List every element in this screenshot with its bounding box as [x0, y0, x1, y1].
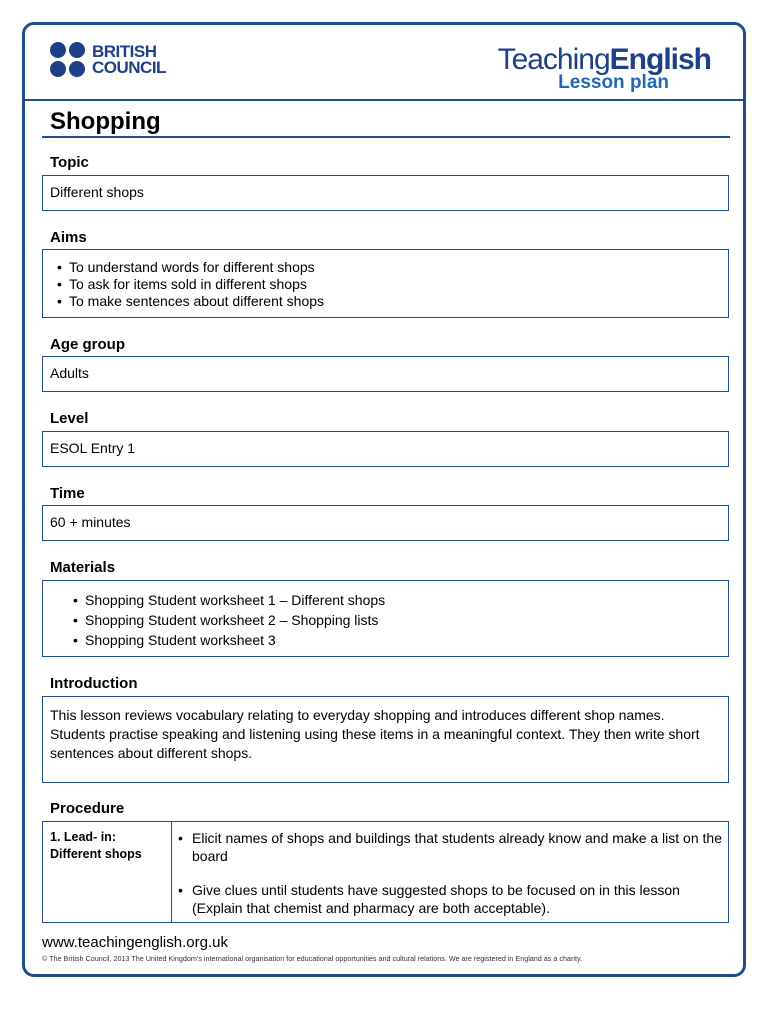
- aims-list: [43, 250, 728, 310]
- te-bold: English: [609, 43, 711, 76]
- teaching-english-logo: [498, 44, 711, 92]
- bc-line-2: COUNCIL: [92, 58, 166, 77]
- header-divider: [22, 99, 746, 101]
- level-value: ESOL Entry 1: [50, 440, 136, 456]
- procedure-steps: [172, 822, 728, 922]
- age-group-label: Age group: [50, 336, 125, 353]
- stage-title: Different shops: [50, 847, 142, 861]
- list-item: • To ask for items sold in different shops: [55, 276, 728, 293]
- materials-list: [43, 581, 728, 650]
- footer-copyright: © The British Council, 2013 The United Kingdom’s international organisation for educational opportunities and cultural relations. We are registered in England as a charity.: [42, 954, 583, 963]
- materials-box: [42, 580, 729, 657]
- procedure-label: Procedure: [50, 800, 125, 817]
- te-regular: Teaching: [497, 43, 610, 76]
- time-box: [42, 505, 729, 541]
- introduction-box: [42, 696, 729, 783]
- materials-label: Materials: [50, 559, 116, 576]
- age-group-value: Adults: [50, 365, 89, 381]
- british-council-logo: [50, 42, 166, 78]
- list-item: • To understand words for different shops: [55, 259, 728, 276]
- footer-website-link[interactable]: www.teachingenglish.org.uk: [42, 934, 228, 951]
- procedure-stage: [43, 822, 172, 922]
- stage-number: 1. Lead- in:: [50, 830, 116, 844]
- british-council-wordmark: [92, 44, 166, 76]
- topic-box: [42, 175, 729, 211]
- level-label: Level: [50, 410, 89, 427]
- bc-line-1: BRITISH: [92, 42, 157, 61]
- aims-box: [42, 249, 729, 318]
- introduction-label: Introduction: [50, 675, 138, 692]
- british-council-dots-icon: [50, 42, 86, 78]
- list-item: • Shopping Student worksheet 3: [71, 630, 728, 650]
- time-label: Time: [50, 485, 85, 502]
- list-item: • Shopping Student worksheet 2 – Shopping lists: [71, 610, 728, 630]
- age-group-box: [42, 356, 729, 392]
- introduction-text: This lesson reviews vocabulary relating to everyday shopping and introduces different shop names. Students practise speaking and listening using these items in a meaningful context. They then write short sentences about different shops.: [50, 707, 700, 761]
- aims-label: Aims: [50, 229, 87, 246]
- lesson-plan-subtitle: Lesson plan: [558, 72, 669, 93]
- list-item: • Give clues until students have suggested shops to be focused on in this lesson (Explain that chemist and pharmacy are both acceptable).: [178, 881, 722, 917]
- procedure-table: [42, 821, 729, 923]
- page-title: Shopping: [50, 108, 161, 135]
- topic-label: Topic: [50, 154, 89, 171]
- list-item: • Elicit names of shops and buildings that students already know and make a list on the board: [178, 829, 722, 865]
- list-item: • Shopping Student worksheet 1 – Different shops: [71, 590, 728, 610]
- topic-value: Different shops: [50, 184, 144, 200]
- list-item: • To make sentences about different shops: [55, 293, 728, 310]
- level-box: [42, 431, 729, 467]
- title-divider: [42, 136, 730, 138]
- time-value: 60 + minutes: [50, 514, 131, 530]
